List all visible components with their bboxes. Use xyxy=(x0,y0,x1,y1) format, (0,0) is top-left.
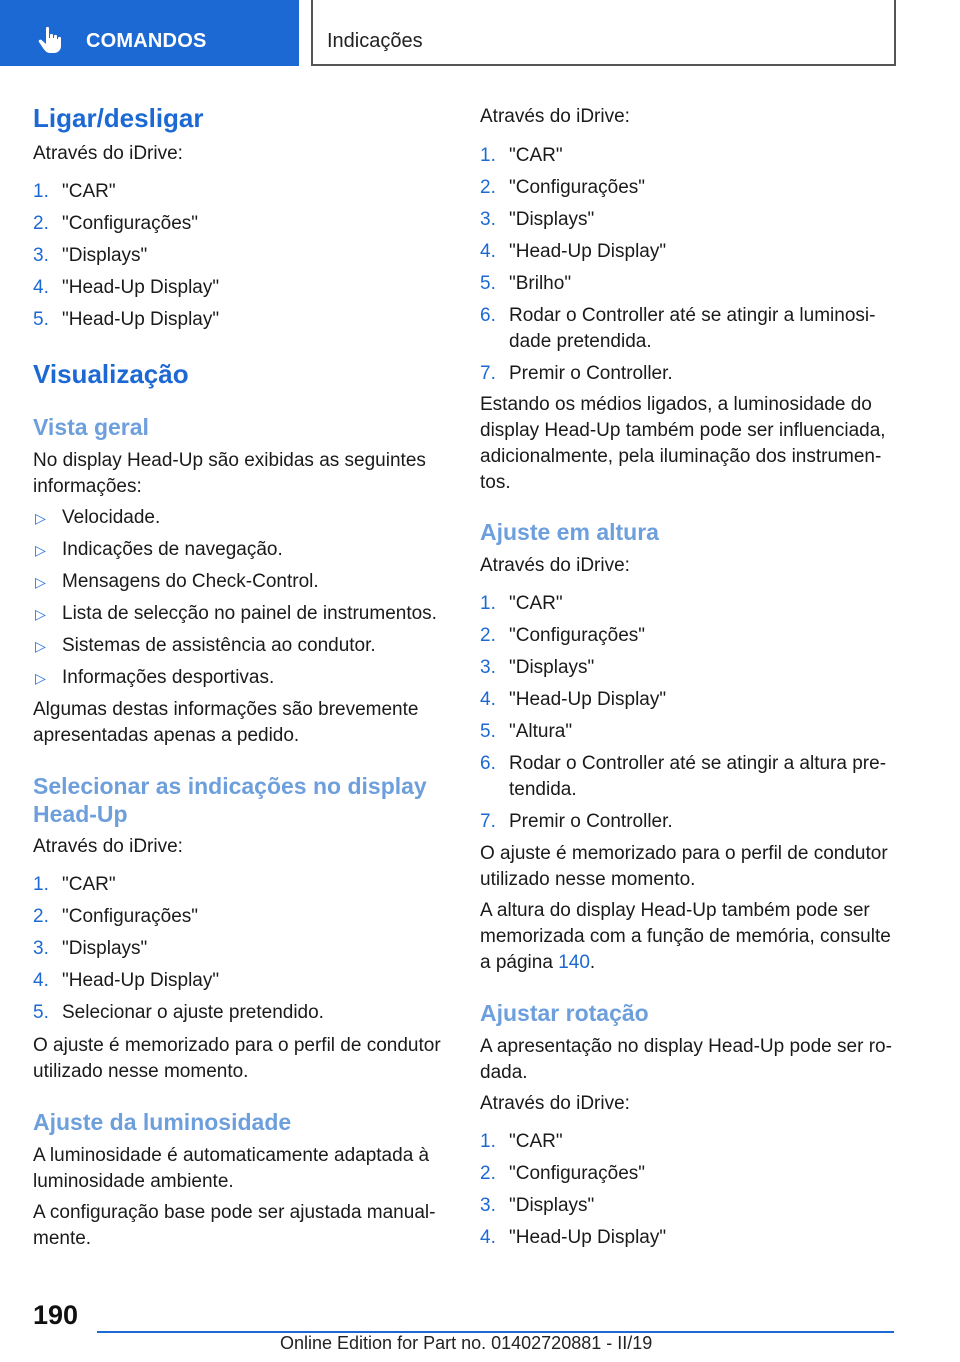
altura-intro: Através do iDrive: xyxy=(480,555,630,576)
lum-steps xyxy=(480,143,900,393)
list-item: 1. "CAR" xyxy=(480,145,563,166)
selecionar-steps xyxy=(33,872,443,1032)
heading-luminosidade: Ajuste da luminosidade xyxy=(33,1109,292,1135)
luminosidade-p2: A configuração base pode ser ajustada manual-mente. xyxy=(33,1202,436,1249)
list-item: 5. "Brilho" xyxy=(480,273,572,294)
list-item: 7. Premir o Controller. xyxy=(480,363,673,384)
list-item: 2. "Configurações" xyxy=(480,625,646,646)
selecionar-note: O ajuste é memorizado para o perfil de condutor utilizado nesse momento. xyxy=(33,1035,441,1082)
edition-footer: Online Edition for Part no. 01402720881 - II/19 xyxy=(280,1333,653,1353)
rotacao-intro: A apresentação no display Head-Up pode ser ro-dada. xyxy=(480,1036,892,1083)
list-item: 1. "CAR" xyxy=(480,593,563,614)
list-item: 2. "Configurações" xyxy=(480,1163,646,1184)
triangle-bullet-icon: ▷ xyxy=(35,510,46,526)
chapter-tab-comandos[interactable] xyxy=(0,0,299,66)
list-item: ▷ Velocidade. xyxy=(33,505,443,531)
rotacao-steps xyxy=(480,1129,900,1257)
selecionar-intro: Através do iDrive: xyxy=(33,836,183,857)
altura-steps xyxy=(480,591,900,841)
list-item: ▷ Informações desportivas. xyxy=(33,665,443,691)
list-item: 2. "Configurações" xyxy=(33,906,199,927)
page-number: 190 xyxy=(33,1300,79,1330)
rotacao-intro2: Através do iDrive: xyxy=(480,1093,630,1114)
triangle-bullet-icon: ▷ xyxy=(35,670,46,686)
section-tab-label: Indicações xyxy=(327,30,423,52)
altura-note1: O ajuste é memorizado para o perfil de condutor utilizado nesse momento. xyxy=(480,843,888,890)
list-item: 3. "Displays" xyxy=(480,209,595,230)
heading-visualizacao: Visualização xyxy=(33,359,189,389)
luminosidade-p1: A luminosidade é automaticamente adaptada à luminosidade ambiente. xyxy=(33,1145,430,1192)
section-tab-indicacoes[interactable] xyxy=(311,0,896,66)
list-item: 1. "CAR" xyxy=(33,181,116,202)
heading-vista-geral: Vista geral xyxy=(33,414,149,440)
list-item: 5. "Head-Up Display" xyxy=(33,309,220,330)
page-reference-link[interactable]: 140 xyxy=(558,952,590,973)
list-item: 5. Selecionar o ajuste pretendido. xyxy=(33,1002,324,1023)
list-item: 4. "Head-Up Display" xyxy=(480,241,667,262)
list-item: 1. "CAR" xyxy=(480,1131,563,1152)
list-item: 3. "Displays" xyxy=(33,938,148,959)
triangle-bullet-icon: ▷ xyxy=(35,542,46,558)
ligar-steps xyxy=(33,179,443,339)
heading-ligar-desligar: Ligar/desligar xyxy=(33,103,204,133)
list-item: 2. "Configurações" xyxy=(480,177,646,198)
list-item: 1. "CAR" xyxy=(33,874,116,895)
vista-note: Algumas destas informações são brevemente apresentadas apenas a pedido. xyxy=(33,699,419,746)
list-item: 6. Rodar o Controller até se atingir a altura pre-tendida. xyxy=(480,753,887,800)
triangle-bullet-icon: ▷ xyxy=(35,574,46,590)
list-item: 4. "Head-Up Display" xyxy=(480,689,667,710)
list-item: ▷ Sistemas de assistência ao condutor. xyxy=(33,633,443,659)
heading-altura: Ajuste em altura xyxy=(480,519,659,545)
vista-intro: No display Head-Up são exibidas as seguintes informações: xyxy=(33,450,426,497)
lum-note: Estando os médios ligados, a luminosidade do display Head-Up também pode ser influenciada, adicionalmente, pela iluminação dos instrumen-tos. xyxy=(480,394,886,493)
list-item: 3. "Displays" xyxy=(480,657,595,678)
triangle-bullet-icon: ▷ xyxy=(35,638,46,654)
heading-rotacao: Ajustar rotação xyxy=(480,1000,649,1026)
list-item: 4. "Head-Up Display" xyxy=(33,277,220,298)
page-header xyxy=(0,0,960,66)
heading-selecionar: Selecionar as indicações no display Head-Up xyxy=(33,773,427,827)
list-item: ▷ Lista de selecção no painel de instrumentos. xyxy=(33,601,443,627)
list-item: ▷ Mensagens do Check-Control. xyxy=(33,569,443,595)
vista-bullets xyxy=(33,505,443,697)
altura-note2: A altura do display Head-Up também pode ser memorizada com a função de memória, consulte a página 140. xyxy=(480,900,891,973)
hand-pointer-icon xyxy=(38,26,64,54)
lum-intro: Através do iDrive: xyxy=(480,106,630,127)
list-item: 4. "Head-Up Display" xyxy=(480,1227,667,1248)
list-item: 3. "Displays" xyxy=(33,245,148,266)
list-item: 6. Rodar o Controller até se atingir a luminosi-dade pretendida. xyxy=(480,305,876,352)
chapter-tab-label: COMANDOS xyxy=(86,30,207,52)
list-item: ▷ Indicações de navegação. xyxy=(33,537,443,563)
list-item: 7. Premir o Controller. xyxy=(480,811,673,832)
list-item: 3. "Displays" xyxy=(480,1195,595,1216)
list-item: 2. "Configurações" xyxy=(33,213,199,234)
ligar-intro: Através do iDrive: xyxy=(33,143,183,164)
list-item: 5. "Altura" xyxy=(480,721,573,742)
triangle-bullet-icon: ▷ xyxy=(35,606,46,622)
list-item: 4. "Head-Up Display" xyxy=(33,970,220,991)
